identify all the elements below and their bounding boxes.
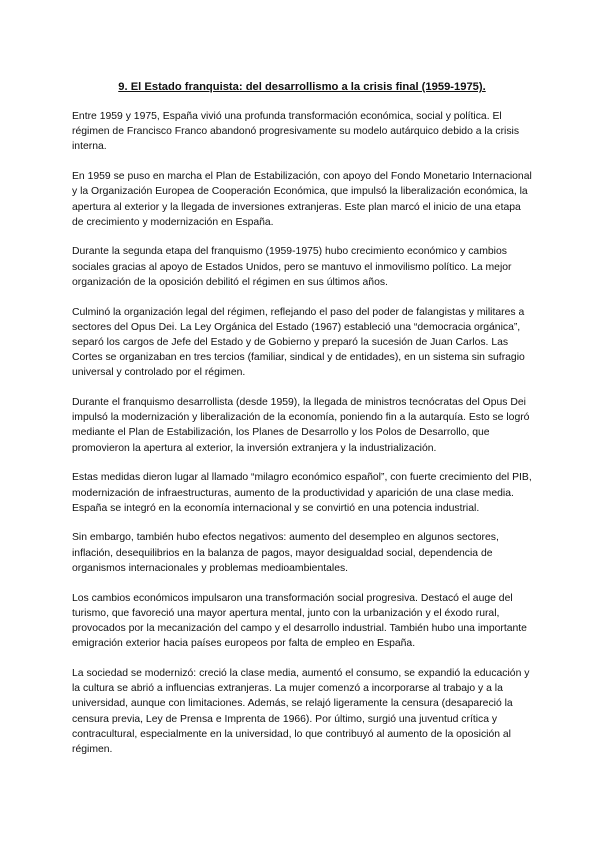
document-title: 9. El Estado franquista: del desarrollismo a la crisis final (1959-1975). (118, 81, 486, 93)
paragraph: Durante el franquismo desarrollista (desde 1959), la llegada de ministros tecnócratas del Opus Dei impulsó la modernización y liberalización de la economía, poniendo fin a la autarquía. Esto se logró mediante el Plan de Estabilización, los Planes de Desarrollo y los Polos de Desarrollo, que promovieron la apertura al exterior, la inversión extranjera y la industrialización. (72, 397, 530, 454)
paragraph: Estas medidas dieron lugar al llamado “milagro económico español”, con fuerte crecimiento del PIB, modernización de infraestructuras, aumento de la productividad y aparición de una clase media. España se integró en la economía internacional y se convirtió en una potencia industrial. (72, 472, 532, 514)
paragraph: Durante la segunda etapa del franquismo (1959-1975) hubo crecimiento económico y cambios sociales gracias al apoyo de Estados Unidos, pero se mantuvo el inmovilismo político. La mejor organización de la oposición debilitó el régimen en sus últimos años. (72, 246, 512, 288)
document-page (72, 80, 532, 772)
paragraph: La sociedad se modernizó: creció la clase media, aumentó el consumo, se expandió la educación y la cultura se abrió a influencias extranjeras. La mujer comenzó a incorporarse al trabajo y a la universidad, aunque con limitaciones. Además, se relajó ligeramente la censura (desapareció la censura previa, Ley de Prensa e Imprenta de 1966). Por último, surgió una juventud crítica y contracultural, especialmente en la universidad, lo que contribuyó al aumento de la oposición al régimen. (72, 667, 530, 755)
paragraph: Los cambios económicos impulsaron una transformación social progresiva. Destacó el auge del turismo, que favoreció una mayor apertura mental, junto con la urbanización y el éxodo rural, provocados por la mecanización del campo y el desarrollo industrial. También hubo una importante emigración exterior hacia países europeos por falta de empleo en España. (72, 592, 527, 650)
paragraph: Entre 1959 y 1975, España vivió una profunda transformación económica, social y política. El régimen de Francisco Franco abandonó progresivamente su modelo autárquico debido a la crisis interna. (72, 111, 520, 153)
paragraph: En 1959 se puso en marcha el Plan de Estabilización, con apoyo del Fondo Monetario Internacional y la Organización Europea de Cooperación Económica, que impulsó la liberalización económica, la apertura al exterior y la llegada de inversiones extranjeras. Este plan marcó el inicio de una etapa de crecimiento y modernización en España. (72, 171, 532, 228)
paragraph: Sin embargo, también hubo efectos negativos: aumento del desempleo en algunos sectores, inflación, desequilibrios en la balanza de pagos, mayor desigualdad social, dependencia de organismos internacionales y problemas medioambientales. (72, 532, 499, 574)
paragraph: Culminó la organización legal del régimen, reflejando el paso del poder de falangistas y militares a sectores del Opus Dei. La Ley Orgánica del Estado (1967) estableció una “democracia orgánica”, separó los cargos de Jefe del Estado y de Gobierno y preparó la sucesión de Juan Carlos. Las Cortes se organizaban en tres tercios (familiar, sindical y de entidades), en un sistema sin sufragio universal y controlado por el régimen. (72, 306, 525, 379)
